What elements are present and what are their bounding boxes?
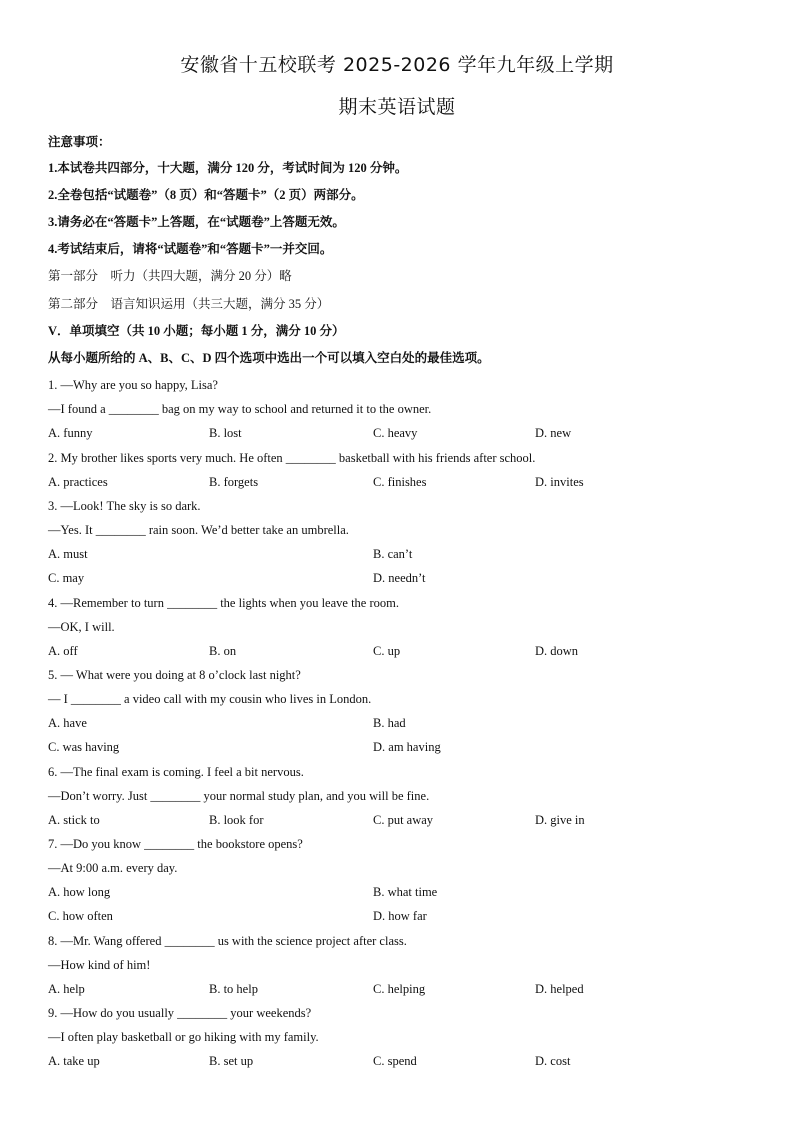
section-instruction: 从每小题所给的 A、B、C、D 四个选项中选出一个可以填入空白处的最佳选项。 xyxy=(48,351,490,365)
option-c: C. was having xyxy=(48,740,120,754)
option-a: A. have xyxy=(48,716,87,730)
notice-item: 4.考试结束后，请将“试题卷”和“答题卡”一并交回。 xyxy=(48,242,333,256)
option-c: C. how often xyxy=(48,909,113,923)
part-two-heading: 第二部分 语言知识运用（共三大题，满分 35 分） xyxy=(48,297,330,311)
option-d: D. new xyxy=(535,426,572,440)
option-d: D. invites xyxy=(535,475,584,489)
question-response: —Yes. It ________ rain soon. We’d better take an umbrella. xyxy=(48,523,349,537)
option-c: C. helping xyxy=(373,982,426,996)
option-a: A. help xyxy=(48,982,85,996)
option-d: D. needn’t xyxy=(373,571,426,585)
section-heading: V．单项填空（共 10 小题；每小题 1 分，满分 10 分） xyxy=(48,324,345,338)
exam-subtitle: 期末英语试题 xyxy=(338,96,456,118)
question-response: — I ________ a video call with my cousin who lives in London. xyxy=(48,692,372,706)
option-b: B. lost xyxy=(209,426,242,440)
question-stem: 4. —Remember to turn ________ the lights when you leave the room. xyxy=(48,596,399,610)
option-b: B. can’t xyxy=(373,547,413,561)
question-response: —How kind of him! xyxy=(48,958,151,972)
notice-item: 1.本试卷共四部分，十大题，满分 120 分，考试时间为 120 分钟。 xyxy=(48,161,408,175)
exam-title: 安徽省十五校联考 2025-2026 学年九年级上学期 xyxy=(180,54,614,76)
option-d: D. helped xyxy=(535,982,584,996)
question-stem: 2. My brother likes sports very much. He often ________ basketball with his friends after school. xyxy=(48,451,536,465)
option-d: D. cost xyxy=(535,1054,571,1068)
option-a: A. practices xyxy=(48,475,108,489)
option-c: C. heavy xyxy=(373,426,418,440)
question-stem: 1. —Why are you so happy, Lisa? xyxy=(48,378,218,392)
option-a: A. funny xyxy=(48,426,93,440)
question-stem: 3. —Look! The sky is so dark. xyxy=(48,499,201,513)
option-c: C. up xyxy=(373,644,401,658)
question-stem: 6. —The final exam is coming. I feel a bit nervous. xyxy=(48,765,304,779)
option-c: C. put away xyxy=(373,813,434,827)
question-response: —OK, I will. xyxy=(48,620,115,634)
part-one-heading: 第一部分 听力（共四大题，满分 20 分）略 xyxy=(48,269,292,283)
option-a: A. stick to xyxy=(48,813,100,827)
question-response: —I often play basketball or go hiking with my family. xyxy=(48,1030,319,1044)
question-response: —I found a ________ bag on my way to school and returned it to the owner. xyxy=(48,402,432,416)
notice-item: 3.请务必在“答题卡”上答题，在“试题卷”上答题无效。 xyxy=(48,215,345,229)
option-c: C. finishes xyxy=(373,475,427,489)
question-stem: 5. — What were you doing at 8 o’clock last night? xyxy=(48,668,301,682)
question-response: —At 9:00 a.m. every day. xyxy=(48,861,178,875)
notice-heading: 注意事项： xyxy=(48,135,111,149)
option-b: B. to help xyxy=(209,982,258,996)
option-b: B. had xyxy=(373,716,406,730)
option-d: D. down xyxy=(535,644,579,658)
option-a: A. must xyxy=(48,547,88,561)
option-d: D. how far xyxy=(373,909,427,923)
option-b: B. what time xyxy=(373,885,438,899)
question-stem: 7. —Do you know ________ the bookstore opens? xyxy=(48,837,303,851)
option-b: B. set up xyxy=(209,1054,254,1068)
option-a: A. how long xyxy=(48,885,111,899)
option-d: D. give in xyxy=(535,813,585,827)
question-response: —Don’t worry. Just ________ your normal study plan, and you will be fine. xyxy=(48,789,430,803)
question-stem: 9. —How do you usually ________ your weekends? xyxy=(48,1006,312,1020)
option-a: A. off xyxy=(48,644,78,658)
option-d: D. am having xyxy=(373,740,441,754)
option-c: C. spend xyxy=(373,1054,417,1068)
option-a: A. take up xyxy=(48,1054,100,1068)
option-c: C. may xyxy=(48,571,85,585)
notice-item: 2.全卷包括“试题卷”（8 页）和“答题卡”（2 页）两部分。 xyxy=(48,188,364,202)
option-b: B. look for xyxy=(209,813,264,827)
question-stem: 8. —Mr. Wang offered ________ us with the science project after class. xyxy=(48,934,407,948)
option-b: B. forgets xyxy=(209,475,259,489)
option-b: B. on xyxy=(209,644,237,658)
